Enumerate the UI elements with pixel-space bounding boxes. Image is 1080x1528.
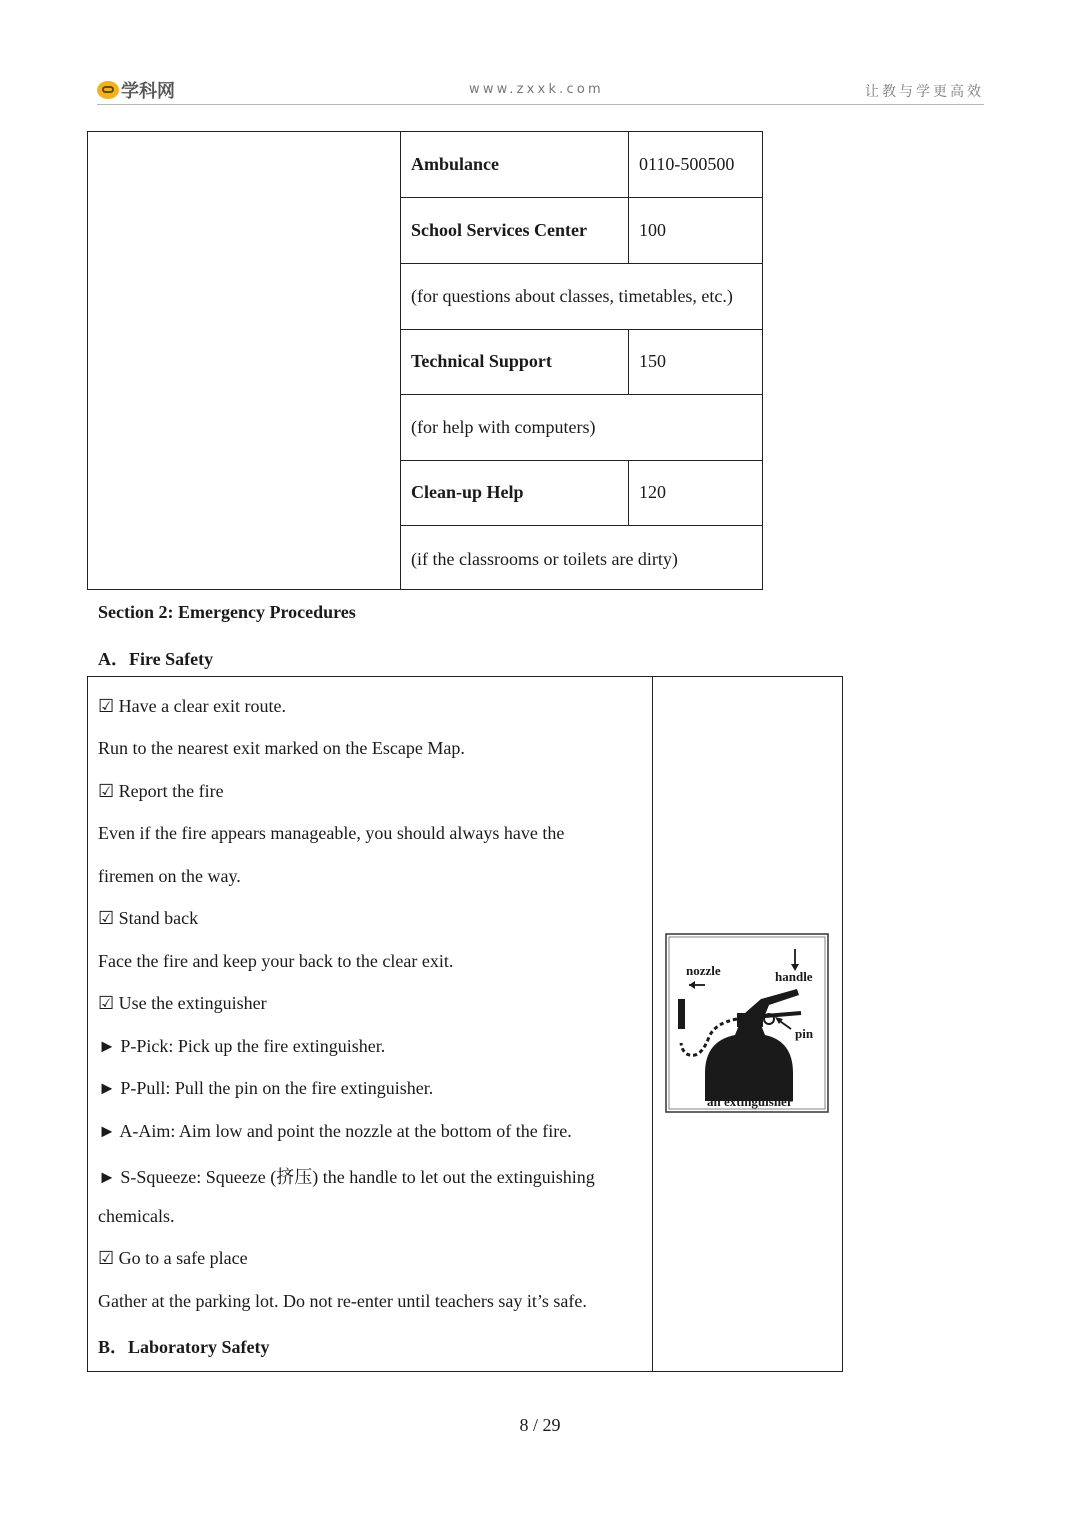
table-row [401,198,762,264]
subsection-a-title: A．Fire Safety [98,649,214,669]
step-item: ► A-Aim: Aim low and point the nozzle at the bottom of the fire. [98,1121,572,1141]
checklist-item: ☑ Go to a safe place [98,1248,248,1268]
contacts-table [87,131,763,590]
contact-number: 120 [639,482,666,502]
step-item: ► P-Pick: Pick up the fire extinguisher. [98,1036,386,1056]
instruction-text: firemen on the way. [98,866,241,886]
checklist-item: ☑ Use the extinguisher [98,993,267,1013]
contact-name: Technical Support [411,351,552,371]
table-row [401,132,762,198]
checklist-item: ☑ Have a clear exit route. [98,696,287,716]
label-nozzle: nozzle [686,963,721,978]
contact-number: 150 [639,351,666,371]
contact-name: Clean-up Help [411,482,524,502]
contacts-table-left-cell [88,132,401,589]
site-url: www.zxxk.com [469,82,604,97]
subsection-b-title: B．Laboratory Safety [98,1337,270,1357]
table-row [401,395,762,461]
site-logo [97,78,175,102]
contact-number: 0110-500500 [639,154,735,174]
table-row [401,526,762,592]
step-item: ► P-Pull: Pull the pin on the fire extinguisher. [98,1078,434,1098]
contact-note: (for help with computers) [411,417,596,437]
extinguisher-figure [665,933,829,1113]
contact-name: Ambulance [411,154,500,174]
figure-caption: an extinguisher [707,1094,793,1109]
page-number: 8 / 29 [519,1415,561,1435]
table-row [401,460,762,526]
instruction-text: Face the fire and keep your back to the clear exit. [98,951,454,971]
contact-name: School Services Center [411,220,587,240]
contacts-table-right [401,132,762,589]
checklist-item: ☑ Report the fire [98,781,224,801]
step-item: ► S-Squeeze: Squeeze (挤压) the handle to let out the extinguishing [98,1167,595,1187]
section-title: Section 2: Emergency Procedures [98,602,356,622]
logo-icon [97,81,119,99]
label-handle: handle [775,969,813,984]
logo-text: 学科网 [121,81,175,102]
contact-note: (for questions about classes, timetables, etc.) [411,286,733,306]
contact-note: (if the classrooms or toilets are dirty) [411,548,678,569]
fire-safety-table [87,676,843,1372]
header-slogan: 让教与学更高效 [865,84,984,100]
page-header [97,74,984,105]
contact-number: 100 [639,220,666,240]
label-pin: pin [795,1026,814,1041]
instruction-text: Run to the nearest exit marked on the Escape Map. [98,738,465,758]
table-row [401,329,762,395]
instruction-text: Even if the fire appears manageable, you should always have the [98,823,565,843]
instruction-text: Gather at the parking lot. Do not re-enter until teachers say it’s safe. [98,1291,587,1311]
checklist-item: ☑ Stand back [98,908,199,928]
instruction-text: chemicals. [98,1206,175,1226]
table-row [401,264,762,330]
